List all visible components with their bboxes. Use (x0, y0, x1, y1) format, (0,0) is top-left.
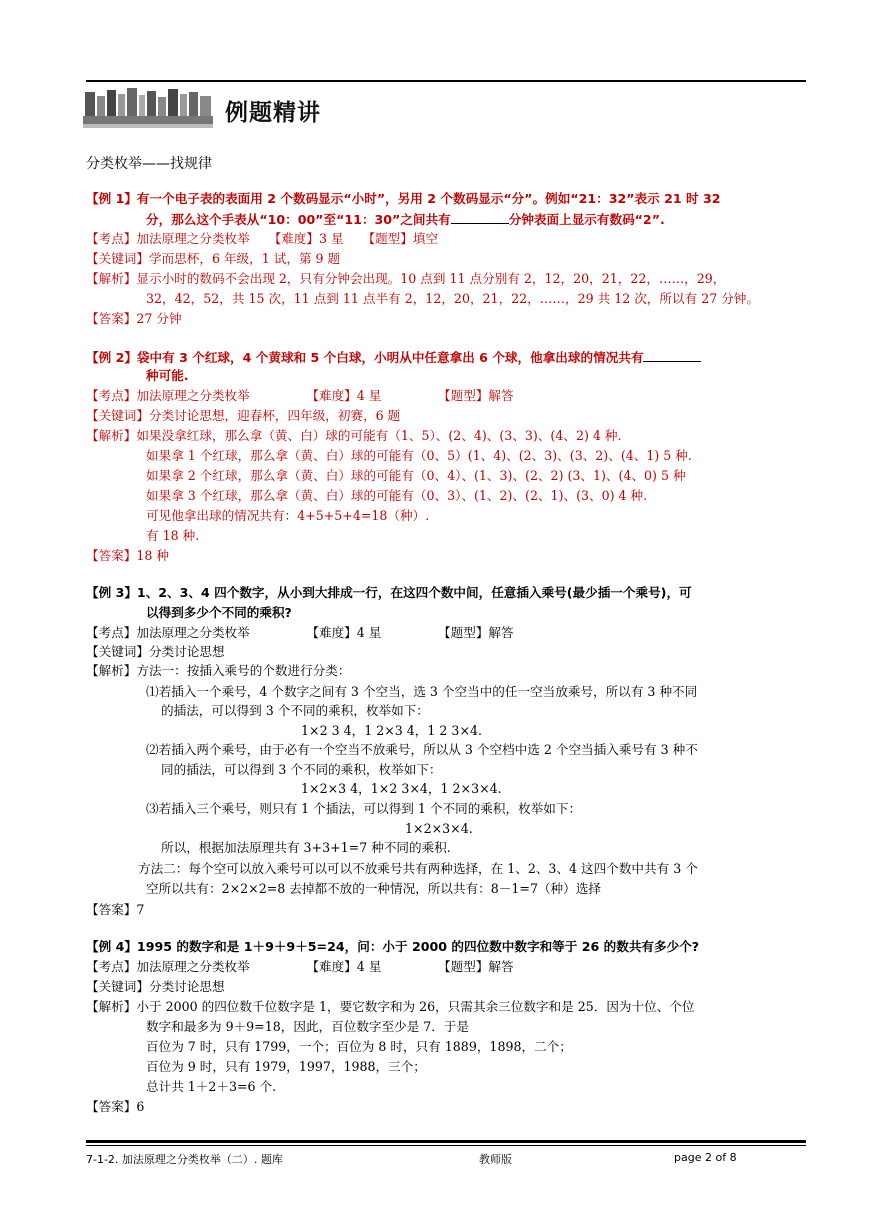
ex4-kaodian: 【考点】加法原理之分类枚举 【难度】4 星 【题型】解答 (86, 959, 514, 974)
ex2-analysis-line4: 如果拿 3 个红球，那么拿（黄、白）球的可能有（0、3）、(1、2)、(2、1)、(3、0) 4 种. (146, 488, 648, 503)
bookshelf-logo-icon (83, 86, 213, 130)
ex2-analysis-line6: 有 18 种. (146, 528, 200, 543)
ex3-kaodian: 【考点】加法原理之分类枚举 【难度】4 星 【题型】解答 (86, 625, 514, 640)
ex1-keywords: 【关键词】学而思杯，6 年级，1 试，第 9 题 (86, 251, 341, 266)
ex4-analysis-line1: 【解析】小于 2000 的四位数千位数字是 1，要它数字和为 26，只需其余三位数字和是 25．因为十位、个位 (86, 999, 695, 1014)
ex2-analysis-line1: 【解析】如果没拿红球，那么拿（黄、白）球的可能有（1、5）、(2、4)、(3、3)、(4、2) 4 种. (86, 428, 622, 443)
ex3-analysis-line6: 同的插法，可以得到 3 个不同的乘积，枚举如下： (161, 762, 442, 777)
ex4-question: 【例 4】1995 的数字和是 1＋9＋9＋5=24，问：小于 2000 的四位数中数字和等于 26 的数共有多少个? (86, 939, 700, 954)
ex3-analysis-line5: ⑵若插入两个乘号，由于必有一个空当不放乘号，所以从 3 个空档中选 2 个空当插入乘号有 3 种不 (146, 742, 698, 757)
ex4-answer: 【答案】6 (86, 1099, 145, 1114)
ex2-analysis-line5: 可见他拿出球的情况共有：4+5+5+4=18（种）. (146, 508, 430, 523)
ex2-answer-blank (643, 347, 701, 362)
section-subtitle: 分类枚举——找规律 (86, 156, 212, 172)
ex2-answer: 【答案】18 种 (86, 548, 169, 563)
ex3-analysis-line11: 方法二：每个空可以放入乘号可以可以不放乘号共有两种选择，在 1、2、3、4 这四个数中共有 3 个 (138, 861, 698, 876)
ex3-analysis-line12: 空所以共有：2×2×2=8 去掉都不放的一种情况，所以共有：8－1=7（种）选择 (146, 881, 601, 896)
banner-title: 例题精讲 (225, 100, 321, 126)
footer-rule-thick (86, 1140, 806, 1143)
footer-doc-title: 7-1-2. 加法原理之分类枚举（二）. 题库 (86, 1153, 283, 1166)
footer-rule-thin (86, 1145, 806, 1146)
ex3-keywords: 【关键词】分类讨论思想 (86, 644, 225, 659)
ex1-question-line2: 分，那么这个手表从“10：00”至“11：30”之间共有 分钟表面上显示有数码“2”. (146, 209, 665, 230)
ex3-analysis-line2: ⑴若插入一个乘号，4 个数字之间有 3 个空当，选 3 个空当中的任一空当放乘号，所以有 3 种不同 (146, 684, 698, 699)
ex4-analysis-line5: 总计共 1＋2＋3=6 个. (146, 1079, 277, 1094)
ex2-keywords: 【关键词】分类讨论思想，迎春杯，四年级，初赛，6 题 (86, 408, 401, 423)
ex3-question-line1: 【例 3】1、2、3、4 四个数字，从小到大排成一行，在这四个数中间，任意插入乘号(最少插一个乘号)，可 (86, 585, 692, 600)
section-banner (83, 86, 343, 130)
ex4-keywords: 【关键词】分类讨论思想 (86, 979, 225, 994)
ex1-analysis-line2: 32，42，52，共 15 次，11 点到 11 点半有 2，12，20，21，22，……，29 共 12 次，所以有 27 分钟。 (146, 291, 759, 306)
ex4-analysis-line3: 百位为 7 时，只有 1799，一个；百位为 8 时，只有 1889，1898，二个； (146, 1039, 572, 1054)
ex2-analysis-line2: 如果拿 1 个红球，那么拿（黄、白）球的可能有（0、5）(1、4)、(2、3)、(3、2)、(4、1) 5 种. (146, 448, 692, 463)
ex3-analysis-line8: ⑶若插入三个乘号，则只有 1 个插法，可以得到 1 个不同的乘积，枚举如下： (146, 801, 582, 816)
footer-edition: 教师版 (479, 1153, 512, 1166)
ex1-kaodian: 【考点】加法原理之分类枚举 【难度】3 星 【题型】填空 (86, 231, 439, 246)
ex3-answer: 【答案】7 (86, 902, 145, 917)
ex2-analysis-line3: 如果拿 2 个红球，那么拿（黄、白）球的可能有（0、4）、(1、3)、(2、2) (3、1)、(4、0) 5 种 (146, 468, 686, 483)
footer-page-number: page 2 of 8 (674, 1151, 737, 1164)
ex4-analysis-line4: 百位为 9 时，只有 1979，1997，1988，三个； (146, 1059, 426, 1074)
ex3-analysis-line3: 的插法，可以得到 3 个不同的乘积，枚举如下： (161, 703, 429, 718)
ex2-kaodian: 【考点】加法原理之分类枚举 【难度】4 星 【题型】解答 (86, 388, 514, 403)
ex3-question-line2: 以得到多少个不同的乘积? (146, 605, 292, 620)
ex3-analysis-line9: 1×2×3×4. (405, 821, 473, 836)
ex4-analysis-line2: 数字和最多为 9＋9=18，因此，百位数字至少是 7．于是 (146, 1019, 470, 1034)
ex1-analysis-line1: 【解析】显示小时的数码不会出现 2，只有分钟会出现。10 点到 11 点分别有 2，12，20，21，22，……，29， (86, 271, 726, 286)
ex3-analysis-line7: 1×2×3 4，1×2 3×4，1 2×3×4. (301, 781, 502, 796)
ex2-question-line1: 【例 2】袋中有 3 个红球，4 个黄球和 5 个白球，小明从中任意拿出 6 个球，他拿出球的情况共有 (86, 347, 701, 368)
ex1-answer: 【答案】27 分钟 (86, 311, 182, 326)
ex1-question-line1: 【例 1】有一个电子表的表面用 2 个数码显示“小时”，另用 2 个数码显示“分”。例如“21：32”表示 21 时 32 (86, 191, 721, 206)
top-rule (86, 80, 806, 82)
ex3-analysis-line10: 所以，根据加法原理共有 3+3+1=7 种不同的乘积. (161, 840, 451, 855)
ex2-question-line2: 种可能. (146, 368, 189, 383)
ex3-analysis-line4: 1×2 3 4，1 2×3 4，1 2 3×4. (301, 723, 483, 738)
ex1-answer-blank (451, 209, 509, 224)
ex3-analysis-line1: 【解析】方法一：按插入乘号的个数进行分类： (86, 663, 351, 678)
